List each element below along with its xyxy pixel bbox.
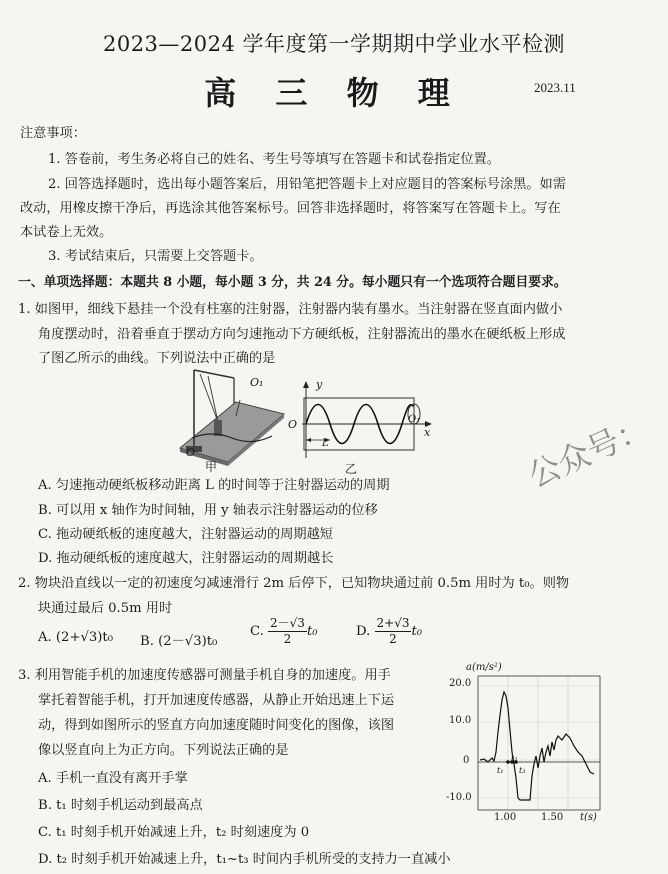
subject-title: 高 三 物 理 [204, 74, 464, 112]
notice-item-2-line-2: 改动，用橡皮擦干净后，再选涂其他答案标号。回答非选择题时，将答案写在答题卡上。写在 [20, 201, 561, 216]
q1-figure-jia [178, 364, 296, 476]
q3-option-d: D. t₂ 时刻手机开始减速上升，t₁~t₃ 时间内手机所受的支持力一直减小 [38, 852, 451, 867]
q1-yi-label-o1: O₁ [408, 414, 421, 425]
q3-stem-line-3: 动，得到如图所示的竖直方向加速度随时间变化的图像，该图 [38, 718, 395, 733]
q1-stem-line-2: 角度摆动时，沿着垂直于摆动方向匀速拖动下方硬纸板，注射器流出的墨水在硬纸板上形成 [38, 327, 566, 342]
q1-option-d: D. 拖动硬纸板的速度越大，注射器运动的周期越长 [38, 551, 334, 566]
q3-graph-xtick-100: 1.00 [494, 812, 517, 823]
q1-yi-label-y: y [316, 378, 323, 391]
q2-option-d [356, 616, 422, 647]
q1-yi-caption: 乙 [345, 462, 358, 476]
notice-heading: 注意事项： [20, 126, 86, 141]
q2-option-a: A. (2+√3)t₀ [38, 630, 114, 645]
q1-stem-line-3: 了图乙所示的曲线。下列说法中正确的是 [38, 351, 276, 366]
q2-option-d-fraction [375, 616, 412, 647]
q1-option-b: B. 可以用 x 轴作为时间轴，用 y 轴表示注射器运动的位移 [38, 503, 378, 518]
notice-item-3: 3. 考试结束后，只需要上交答题卡。 [48, 249, 263, 264]
q1-jia-label-o1: O₁ [250, 376, 264, 389]
q3-stem-line-1: 3. 利用智能手机的加速度传感器可测量手机自身的加速度。用手 [18, 668, 391, 683]
q3-graph-ytick-0: 0 [463, 755, 470, 766]
q3-graph-mark-t2: t₂ [511, 754, 518, 763]
q2-option-c-numerator: 2－√3 [270, 616, 305, 630]
q2-option-c-denominator: 2 [283, 632, 292, 646]
q1-jia-caption: 甲 [205, 460, 218, 474]
q3-graph-ytick-20: 20.0 [449, 678, 472, 689]
q2-option-c-tail: t₀ [306, 624, 318, 639]
q3-graph-ytick-neg10: -10.0 [446, 792, 472, 803]
q1-option-a: A. 匀速拖动硬纸板移动距离 L 的时间等于注射器运动的周期 [38, 478, 390, 493]
q2-stem-line-1: 2. 物块沿直线以一定的初速度匀减速滑行 2m 后停下，已知物块通过前 0.5m 用时为 t₀。则物 [18, 576, 570, 591]
q1-yi-label-l: L [322, 438, 329, 449]
q3-graph-xlabel: t(s) [580, 812, 597, 823]
q3-graph-mark-t3: t₃ [519, 766, 526, 775]
q2-option-d-label: D. [356, 624, 371, 639]
q2-option-c [250, 616, 318, 647]
notice-item-2-line-1: 2. 回答选择题时，选出每小题答案后，用铅笔把答题卡上对应题目的答案标号涂黑。如需 [48, 177, 566, 192]
q2-stem-line-2: 块通过最后 0.5m 用时 [38, 601, 173, 616]
q3-graph-ylabel: a(m/s²) [466, 662, 502, 673]
q1-yi-label-o: O [288, 418, 298, 431]
q3-graph-ytick-10: 10.0 [449, 715, 472, 726]
q2-option-c-fraction [268, 616, 307, 647]
q2-option-d-numerator: 2+√3 [376, 616, 410, 630]
q1-yi-label-x: x [424, 426, 431, 439]
q3-stem-line-2: 掌托着智能手机，打开加速度传感器，从静止开始迅速上下运 [38, 693, 395, 708]
exam-date: 2023.11 [534, 80, 576, 95]
exam-title: 2023—2024 学年度第一学期期中学业水平检测 [102, 32, 566, 56]
q2-option-d-tail: t₀ [411, 624, 423, 639]
q2-option-d-denominator: 2 [389, 632, 397, 646]
q3-graph-mark-t1: t₁ [497, 766, 504, 775]
q3-option-a: A. 手机一直没有离开手掌 [38, 771, 188, 786]
section-1-heading: 一、单项选择题：本题共 8 小题，每小题 3 分，共 24 分。每小题只有一个选项符合题目要求。 [18, 275, 567, 290]
watermark: 公众号： [522, 408, 655, 496]
q2-option-b: B. (2－√3)t₀ [140, 634, 218, 649]
q1-stem-line-1: 1. 如图甲，细线下悬挂一个没有柱塞的注射器，注射器内装有墨水。当注射器在竖直面内做小 [18, 302, 563, 317]
q3-graph-xtick-150: 1.50 [541, 812, 564, 823]
q2-option-c-label: C. [250, 624, 264, 639]
q3-option-c: C. t₁ 时刻手机开始减速上升，t₂ 时刻速度为 0 [38, 825, 310, 840]
q1-option-c: C. 拖动硬纸板的速度越大，注射器运动的周期越短 [38, 527, 333, 542]
notice-item-2-line-3: 本试卷上无效。 [20, 225, 113, 240]
q1-jia-label-o: O [186, 446, 196, 459]
q3-stem-line-4: 像以竖直向上为正方向。下列说法正确的是 [38, 743, 289, 758]
notice-item-1: 1. 答卷前，考生务必将自己的姓名、考生号等填写在答题卡和试卷指定位置。 [48, 152, 500, 167]
q3-option-b: B. t₁ 时刻手机运动到最高点 [38, 798, 203, 813]
